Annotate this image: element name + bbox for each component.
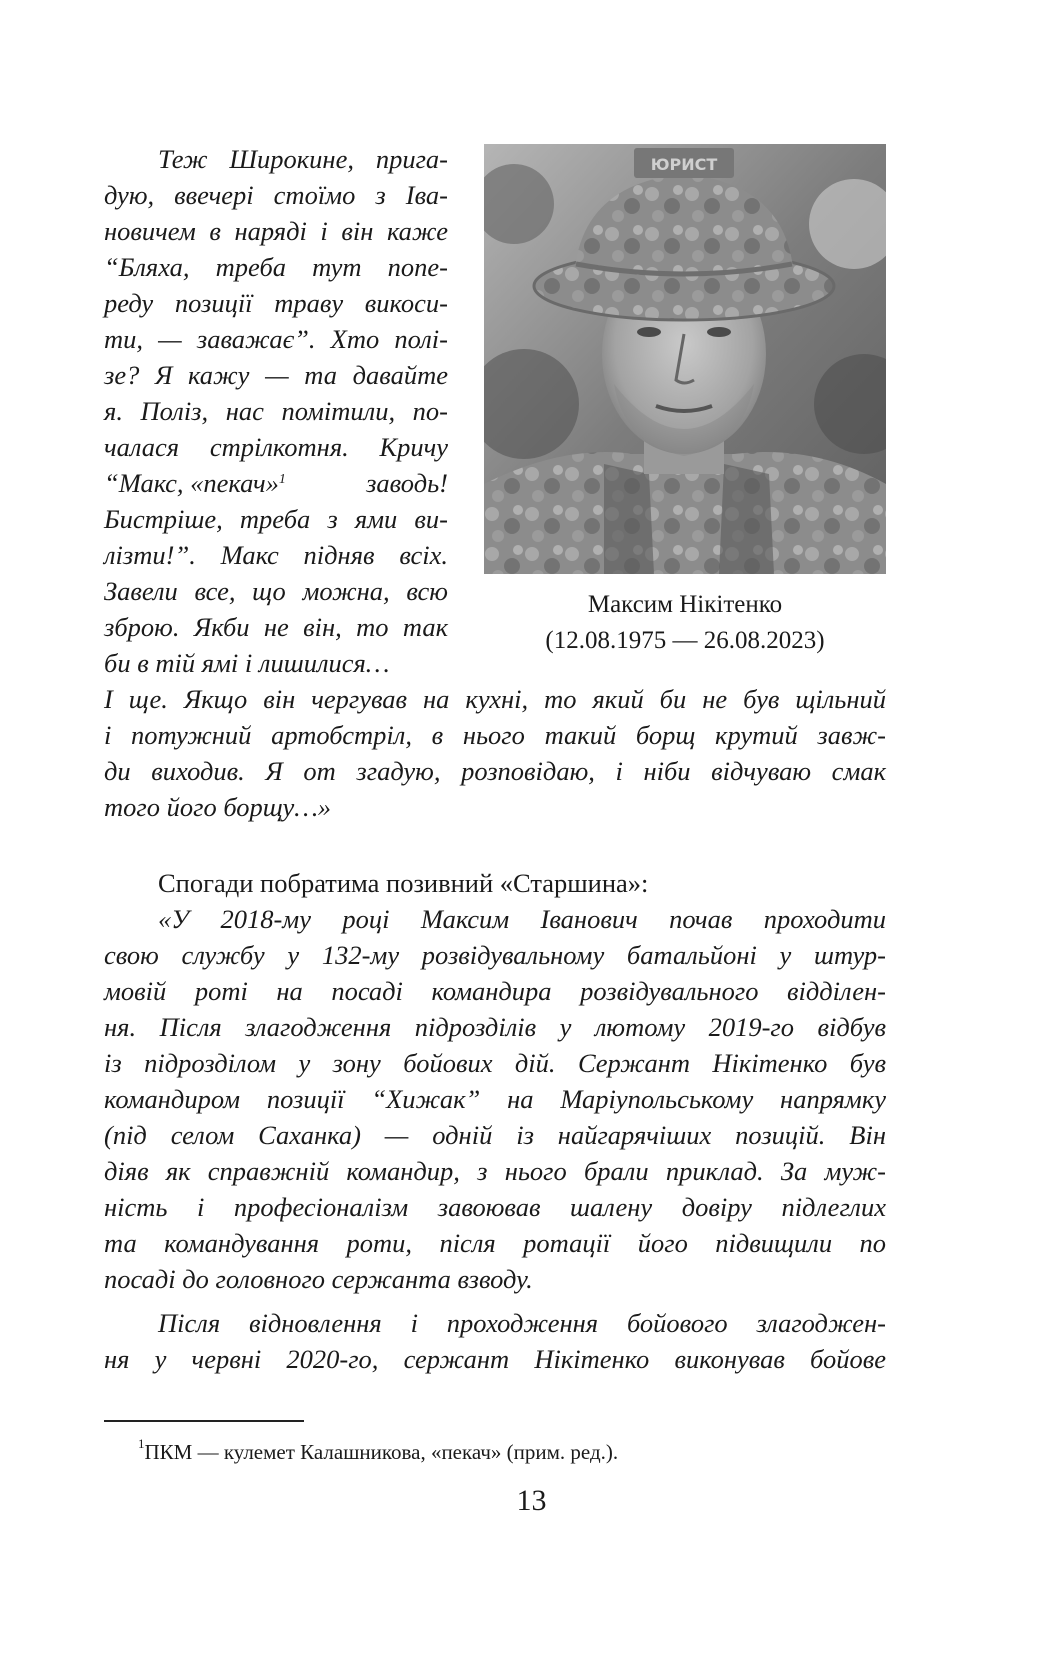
body-line: ність і професіоналізм завоював шалену довіру підлеглих xyxy=(104,1192,886,1222)
body-line: Завели все, що можна, всю xyxy=(104,576,448,606)
body-line: зброю. Якби не він, то так xyxy=(104,612,448,642)
section-heading: Спогади побратима позивний «Старшина»: xyxy=(158,868,649,898)
body-line: би в тій ямі і лишилися… xyxy=(104,648,390,678)
footnote-marker: 1 xyxy=(278,472,286,487)
portrait-photo xyxy=(484,144,886,574)
footnote-ref-text: “Макс, «пекач»$^1$ xyxy=(104,468,286,498)
footnote-rule xyxy=(104,1420,304,1422)
body-line: чалася стрілкотня. Кричу xyxy=(104,432,448,462)
footnote-text: ПКМ — кулемет Калашникова, «пекач» (прим. ред.). xyxy=(144,1440,619,1464)
body-line: свою службу у 132-му розвідувальному батальйоні у штур- xyxy=(104,940,886,970)
photo-caption-dates: (12.08.1975 — 26.08.2023) xyxy=(545,627,825,654)
body-line: і потужний артобстріл, в нього такий борщ крутий завж- xyxy=(104,720,886,750)
body-line: лізти!”. Макс підняв всіх. xyxy=(104,540,448,570)
body-line: та командування роти, після ротації його підвищили по xyxy=(104,1228,886,1258)
photo-caption-name: Максим Нікітенко xyxy=(587,591,783,618)
body-line: із підрозділом у зону бойових дій. Сержант Нікітенко був xyxy=(104,1048,886,1078)
footnote xyxy=(138,1436,619,1465)
body-line: ти, — заважає”. Хто полі- xyxy=(104,324,448,354)
body-line: зе? Я кажу — та давайте xyxy=(104,360,448,390)
body-line: новичем в наряді і він каже xyxy=(104,216,448,246)
body-line: дую, ввечері стоїмо з Іва- xyxy=(104,180,448,210)
body-line: я. Поліз, нас помітили, по- xyxy=(104,396,448,426)
body-line: посаді до головного сержанта взводу. xyxy=(104,1264,533,1294)
body-line-end: заводь! xyxy=(366,468,448,498)
body-line: Бистріше, треба з ями ви- xyxy=(104,504,448,534)
body-line: Після відновлення і проходження бойового злагоджен- xyxy=(158,1308,886,1338)
body-line: того його борщу…» xyxy=(104,792,332,822)
body-line: (під селом Саханка) — одній із найгарячіших позицій. Він xyxy=(104,1120,886,1150)
body-line: діяв як справжній командир, з нього брали приклад. За муж- xyxy=(104,1156,886,1186)
body-line: ди виходив. Я от згадую, розповідаю, і ніби відчуваю смак xyxy=(104,756,886,786)
body-line: «У 2018-му році Максим Іванович почав проходити xyxy=(158,904,886,934)
body-line xyxy=(104,466,448,500)
body-line: І ще. Якщо він чергував на кухні, то який би не був щільний xyxy=(104,684,886,714)
body-line: реду позиції траву викоси- xyxy=(104,288,448,318)
body-line: “Бляха, треба тут попе- xyxy=(104,252,448,282)
hat-label: ЮРИСТ xyxy=(650,155,718,174)
body-line: ня у червні 2020-го, сержант Нікітенко виконував бойове xyxy=(104,1344,886,1374)
body-line: Теж Широкине, прига- xyxy=(158,144,448,174)
body-line: мовій роті на посаді командира розвідувального відділен- xyxy=(104,976,886,1006)
footnote-number: 1 xyxy=(138,1436,145,1451)
page-number: 13 xyxy=(516,1484,547,1517)
body-line: командиром позиції “Хижак” на Маріупольському напрямку xyxy=(104,1084,886,1114)
body-line: ня. Після злагодження підрозділів у лютому 2019-го відбув xyxy=(104,1012,886,1042)
